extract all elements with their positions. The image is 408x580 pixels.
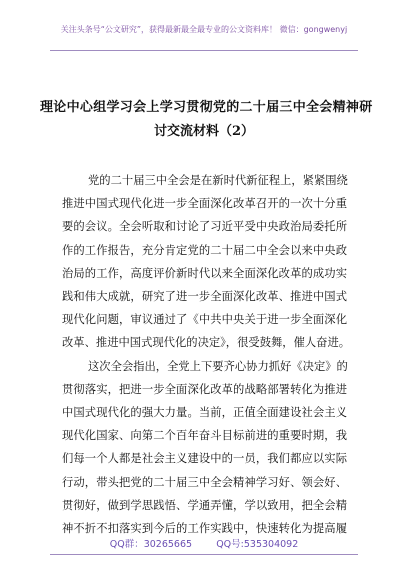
document-title-line-2: 讨交流材料（2） (153, 124, 255, 139)
body-line: 现代化问题，审议通过了《中共中央关于进一步全面深化 (62, 313, 347, 327)
body-line: 现代化国家、向第二个百年奋斗目标前进的重要时期，我 (62, 429, 347, 443)
body-line: 神不折不扣落实到今后的工作实践中，快速转化为提高履 (62, 522, 347, 536)
body-line: 这次全会指出，全党上下要齐心协力抓好《决定》的 (88, 359, 348, 373)
body-line: 要的会议。全会听取和讨论了习近平受中央政治局委托所 (62, 220, 347, 234)
body-line: 践和伟大成就，研究了进一步全面深化改革、推进中国式 (62, 290, 347, 304)
body-line: 行动，带头把党的二十届三中全会精神学习好、领会好、 (62, 475, 347, 489)
header-divider (50, 50, 358, 51)
body-line: 党的二十届三中全会是在新时代新征程上，紧紧围绕 (88, 174, 348, 187)
body-line: 中国式现代化的强大力量。当前，正值全面建设社会主义 (62, 406, 347, 420)
body-line: 推进中国式现代化进一步全面深化改革召开的一次十分重 (62, 197, 347, 211)
body-line: 贯彻落实，把进一步全面深化改革的战略部署转化为推进 (62, 382, 347, 396)
page-footer (0, 536, 408, 556)
body-line: 贯彻好，做到学思践悟、学通弄懂，学以致用，把全会精 (62, 498, 347, 512)
header-promo-text: 关注头条号“公文研究”，获得最新最全最专业的公文资料库！ 微信：gongwenyj (60, 25, 348, 34)
body-line: 作的工作报告，充分肯定党的二十届二中全会以来中央政 (62, 243, 347, 257)
body-line: 们每一个人都是社会主义建设中的一员，我们都应以实际 (62, 452, 347, 466)
footer-divider (50, 554, 358, 555)
document-title-line-1: 理论中心组学习会上学习贯彻党的二十届三中全会精神研 (40, 100, 373, 115)
body-line: 治局的工作，高度评价新时代以来全面深化改革的成功实 (62, 266, 347, 280)
body-line: 改革、推进中国式现代化的决定》，很受鼓舞，催人奋进。 (62, 336, 351, 350)
footer-contact-text: QQ群：30265665 QQ号:535304092 (109, 539, 299, 550)
page-header (0, 0, 408, 58)
document-body (62, 169, 351, 540)
